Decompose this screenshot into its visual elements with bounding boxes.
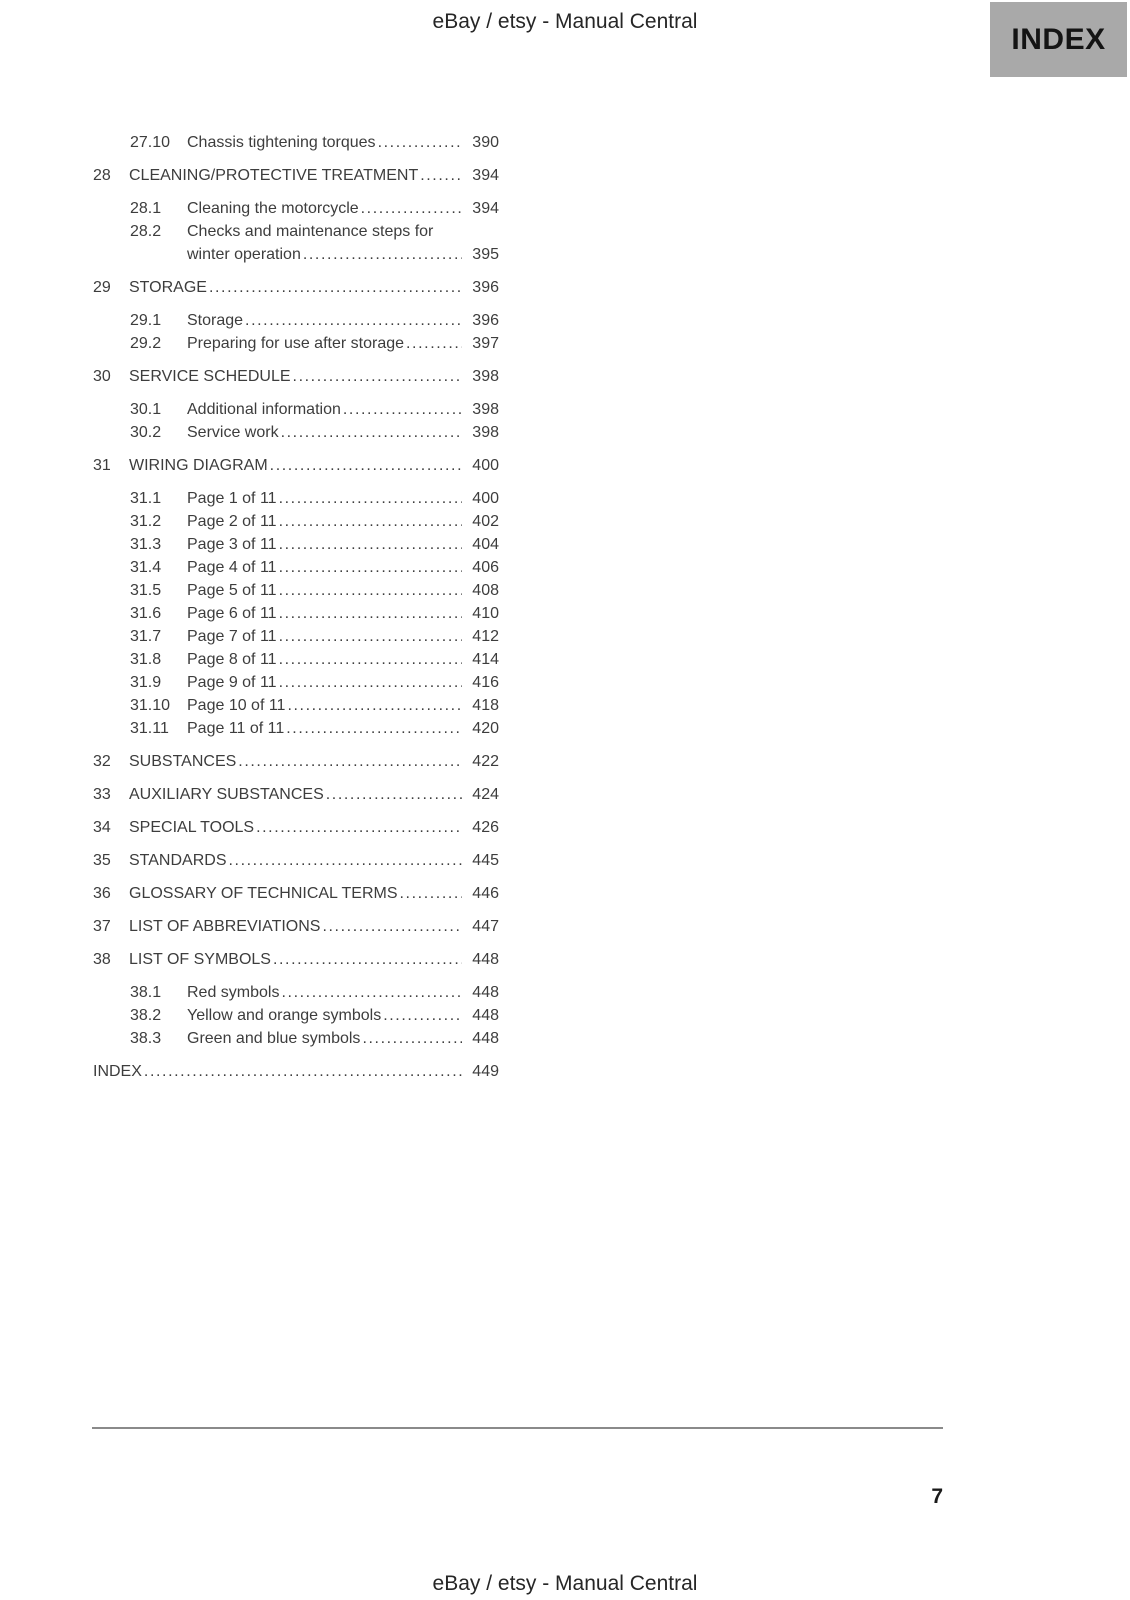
toc-row[interactable] bbox=[93, 421, 499, 444]
toc-entry-number: 29.1 bbox=[130, 312, 162, 329]
toc-entry-page: 448 bbox=[472, 984, 499, 1001]
toc-dot-leader bbox=[273, 948, 462, 971]
toc-entry-page: 414 bbox=[472, 651, 499, 668]
toc-entry-page: 448 bbox=[472, 1007, 499, 1024]
toc-row[interactable] bbox=[93, 750, 499, 773]
toc-entry-title: LIST OF SYMBOLS bbox=[129, 951, 271, 968]
toc-entry-title: Chassis tightening torques bbox=[187, 134, 376, 151]
toc-entry-title: winter operation bbox=[187, 246, 301, 263]
toc-dot-leader bbox=[362, 1027, 462, 1050]
toc-entry-number: 32 bbox=[93, 753, 111, 770]
toc-entry-number: 30 bbox=[93, 368, 111, 385]
toc-entry-title: INDEX bbox=[93, 1063, 142, 1080]
toc-entry-text bbox=[187, 648, 467, 671]
toc-entry-page: 422 bbox=[472, 753, 499, 770]
toc-entry-page: 400 bbox=[472, 457, 499, 474]
toc-entry-title: Page 6 of 11 bbox=[187, 605, 277, 622]
toc-entry-number: 31.10 bbox=[130, 697, 171, 714]
toc-entry-title: Service work bbox=[187, 424, 279, 441]
toc-entry-number: 31.9 bbox=[130, 674, 162, 691]
toc-dot-leader bbox=[238, 750, 462, 773]
toc-entry-text bbox=[187, 671, 467, 694]
toc-entry-text bbox=[93, 1060, 467, 1083]
toc-entry-page: 448 bbox=[472, 951, 499, 968]
toc-entry-page: 446 bbox=[472, 885, 499, 902]
toc-entry-text bbox=[129, 849, 467, 872]
toc-entry-text bbox=[129, 816, 467, 839]
toc-entry-number: 31.4 bbox=[130, 559, 162, 576]
toc-entry-text bbox=[129, 454, 467, 477]
toc-entry-page: 445 bbox=[472, 852, 499, 869]
toc-entry-text bbox=[187, 579, 467, 602]
toc-entry-number: 38.3 bbox=[130, 1030, 162, 1047]
toc-entry-title: Page 3 of 11 bbox=[187, 536, 277, 553]
toc-row[interactable] bbox=[93, 816, 499, 839]
toc-dot-leader bbox=[229, 849, 463, 872]
toc-entry-title: Page 11 of 11 bbox=[187, 720, 285, 737]
toc-entry-number: 35 bbox=[93, 852, 111, 869]
toc-row[interactable] bbox=[93, 981, 499, 1004]
toc-entry-page: 418 bbox=[472, 697, 499, 714]
toc-entry-text bbox=[187, 398, 467, 421]
toc-entry-title: WIRING DIAGRAM bbox=[129, 457, 268, 474]
toc-dot-leader bbox=[279, 533, 462, 556]
toc-dot-leader bbox=[279, 487, 462, 510]
toc-dot-leader bbox=[406, 332, 462, 355]
toc-entry-page: 447 bbox=[472, 918, 499, 935]
toc-entry-number: 30.2 bbox=[130, 424, 162, 441]
toc-entry-text bbox=[129, 915, 467, 938]
toc-entry-title: Page 7 of 11 bbox=[187, 628, 277, 645]
toc-entry-text bbox=[129, 948, 467, 971]
toc-row[interactable] bbox=[93, 1027, 499, 1050]
toc-entry-number: 31.11 bbox=[130, 720, 169, 737]
toc-entry-page: 398 bbox=[472, 368, 499, 385]
toc-dot-leader bbox=[293, 365, 462, 388]
toc-entry-title: Red symbols bbox=[187, 984, 280, 1001]
toc-dot-leader bbox=[279, 510, 462, 533]
toc-entry-title: Storage bbox=[187, 312, 244, 329]
toc-entry-title: SERVICE SCHEDULE bbox=[129, 368, 291, 385]
toc-entry-text bbox=[187, 717, 467, 740]
toc-row[interactable] bbox=[93, 948, 499, 971]
toc-entry-number: 31.1 bbox=[130, 490, 162, 507]
toc-entry-number: 31.8 bbox=[130, 651, 162, 668]
toc-row[interactable] bbox=[93, 454, 499, 477]
toc-row[interactable] bbox=[93, 220, 499, 243]
toc-entry-number: 31.3 bbox=[130, 536, 162, 553]
toc-entry-text bbox=[187, 332, 467, 355]
toc-entry-number: 31.7 bbox=[130, 628, 162, 645]
toc-row[interactable] bbox=[93, 243, 499, 266]
toc-entry-number: 34 bbox=[93, 819, 111, 836]
toc-entry-title: Page 2 of 11 bbox=[187, 513, 277, 530]
index-tab-label: INDEX bbox=[1011, 22, 1106, 56]
toc-dot-leader bbox=[279, 671, 462, 694]
page-footer-title: eBay / etsy - Manual Central bbox=[432, 1572, 698, 1595]
toc-entry-text bbox=[187, 220, 467, 243]
toc-entry-title: STANDARDS bbox=[129, 852, 227, 869]
toc-entry-page: 400 bbox=[472, 490, 499, 507]
toc-row[interactable] bbox=[93, 533, 499, 556]
toc-row[interactable] bbox=[93, 1060, 499, 1083]
toc-row[interactable] bbox=[93, 671, 499, 694]
toc-row[interactable] bbox=[93, 365, 499, 388]
toc-entry-title: SPECIAL TOOLS bbox=[129, 819, 255, 836]
toc-row[interactable] bbox=[93, 915, 499, 938]
toc-dot-leader bbox=[400, 882, 462, 905]
toc-entry-number: 33 bbox=[93, 786, 111, 803]
toc-row[interactable] bbox=[93, 164, 499, 187]
toc-entry-page: 449 bbox=[472, 1063, 499, 1080]
toc-entry-title: Preparing for use after storage bbox=[187, 335, 405, 352]
toc-entry-number: 28.2 bbox=[130, 223, 162, 240]
toc-entry-title: Cleaning the motorcycle bbox=[187, 200, 359, 217]
toc-row[interactable] bbox=[93, 648, 499, 671]
toc-dot-leader bbox=[286, 717, 462, 740]
toc-row[interactable] bbox=[93, 131, 499, 154]
page-header-title: eBay / etsy - Manual Central bbox=[432, 10, 698, 33]
toc-dot-leader bbox=[245, 309, 462, 332]
toc-row[interactable] bbox=[93, 602, 499, 625]
toc-row[interactable] bbox=[93, 276, 499, 299]
toc-row[interactable] bbox=[93, 783, 499, 806]
toc-entry-text bbox=[129, 365, 467, 388]
toc-entry-page: 426 bbox=[472, 819, 499, 836]
toc-dot-leader bbox=[378, 131, 462, 154]
toc-entry-title: STORAGE bbox=[129, 279, 207, 296]
toc-entry-page: 410 bbox=[472, 605, 499, 622]
toc-entry-text bbox=[187, 625, 467, 648]
toc-entry-number: 31.6 bbox=[130, 605, 162, 622]
toc-row[interactable] bbox=[93, 579, 499, 602]
toc-entry-number: 30.1 bbox=[130, 401, 162, 418]
index-tab[interactable] bbox=[990, 2, 1127, 77]
toc-entry-number: 36 bbox=[93, 885, 111, 902]
toc-entry-number: 38 bbox=[93, 951, 111, 968]
toc-entry-title: Green and blue symbols bbox=[187, 1030, 361, 1047]
toc-entry-page: 396 bbox=[472, 312, 499, 329]
toc-entry-title: Page 4 of 11 bbox=[187, 559, 277, 576]
toc-dot-leader bbox=[279, 579, 462, 602]
toc-dot-leader bbox=[326, 783, 462, 806]
toc-dot-leader bbox=[209, 276, 462, 299]
toc-row[interactable] bbox=[93, 849, 499, 872]
toc-entry-page: 424 bbox=[472, 786, 499, 803]
toc-dot-leader bbox=[343, 398, 462, 421]
toc-row[interactable] bbox=[93, 510, 499, 533]
toc-entry-page: 448 bbox=[472, 1030, 499, 1047]
page-number: 7 bbox=[931, 1485, 943, 1508]
toc-dot-leader bbox=[322, 915, 462, 938]
toc-entry-title: AUXILIARY SUBSTANCES bbox=[129, 786, 324, 803]
toc-entry-title: Page 5 of 11 bbox=[187, 582, 277, 599]
bottom-rule bbox=[92, 1427, 943, 1429]
toc-entry-page: 397 bbox=[472, 335, 499, 352]
toc-dot-leader bbox=[281, 421, 462, 444]
toc-entry-number: 38.2 bbox=[130, 1007, 162, 1024]
toc-dot-leader bbox=[270, 454, 462, 477]
toc-entry-number: 27.10 bbox=[130, 134, 171, 151]
toc-row[interactable] bbox=[93, 556, 499, 579]
toc-row[interactable] bbox=[93, 487, 499, 510]
toc-list bbox=[93, 131, 499, 1083]
toc-entry-title: Checks and maintenance steps for bbox=[187, 223, 434, 240]
toc-row[interactable] bbox=[93, 694, 499, 717]
toc-entry-text bbox=[187, 981, 467, 1004]
toc-entry-page: 398 bbox=[472, 424, 499, 441]
toc-entry-page: 412 bbox=[472, 628, 499, 645]
toc-entry-text bbox=[187, 487, 467, 510]
toc-dot-leader bbox=[361, 197, 462, 220]
toc-entry-number: 29 bbox=[93, 279, 111, 296]
toc-entry-text bbox=[187, 421, 467, 444]
toc-entry-text bbox=[187, 1004, 467, 1027]
toc-entry-page: 396 bbox=[472, 279, 499, 296]
toc-entry-page: 398 bbox=[472, 401, 499, 418]
toc-entry-page: 404 bbox=[472, 536, 499, 553]
toc-entry-number: 31.2 bbox=[130, 513, 162, 530]
toc-entry-page: 394 bbox=[472, 167, 499, 184]
toc-entry-title: LIST OF ABBREVIATIONS bbox=[129, 918, 321, 935]
toc-dot-leader bbox=[144, 1060, 462, 1083]
toc-entry-title: Additional information bbox=[187, 401, 341, 418]
toc-entry-page: 406 bbox=[472, 559, 499, 576]
toc-dot-leader bbox=[281, 981, 462, 1004]
toc-dot-leader bbox=[420, 164, 462, 187]
toc-entry-text bbox=[187, 243, 467, 266]
toc-row[interactable] bbox=[93, 882, 499, 905]
toc-entry-number: 37 bbox=[93, 918, 111, 935]
toc-entry-text bbox=[187, 556, 467, 579]
toc-entry-text bbox=[187, 131, 467, 154]
toc-dot-leader bbox=[279, 556, 462, 579]
toc-entry-title: SUBSTANCES bbox=[129, 753, 237, 770]
toc-row[interactable] bbox=[93, 197, 499, 220]
toc-entry-page: 408 bbox=[472, 582, 499, 599]
toc-dot-leader bbox=[279, 602, 462, 625]
toc-dot-leader bbox=[303, 243, 462, 266]
toc-dot-leader bbox=[279, 648, 462, 671]
toc-entry-text bbox=[129, 164, 467, 187]
toc-dot-leader bbox=[279, 625, 462, 648]
toc-entry-text bbox=[187, 533, 467, 556]
toc-row[interactable] bbox=[93, 717, 499, 740]
toc-entry-title: Page 9 of 11 bbox=[187, 674, 277, 691]
toc-entry-page: 420 bbox=[472, 720, 499, 737]
toc-entry-number: 28.1 bbox=[130, 200, 162, 217]
toc-entry-text bbox=[187, 1027, 467, 1050]
toc-entry-page: 416 bbox=[472, 674, 499, 691]
toc-entry-title: CLEANING/PROTECTIVE TREATMENT bbox=[129, 167, 419, 184]
toc-entry-page: 390 bbox=[472, 134, 499, 151]
toc-entry-page: 395 bbox=[472, 246, 499, 263]
toc-entry-title: Page 8 of 11 bbox=[187, 651, 277, 668]
toc-entry-number: 38.1 bbox=[130, 984, 162, 1001]
toc-entry-text bbox=[129, 882, 467, 905]
toc-entry-page: 394 bbox=[472, 200, 499, 217]
toc-entry-text bbox=[129, 276, 467, 299]
toc-entry-text bbox=[187, 694, 467, 717]
toc-entry-number: 31 bbox=[93, 457, 111, 474]
toc-row[interactable] bbox=[93, 1004, 499, 1027]
toc-entry-text bbox=[187, 309, 467, 332]
toc-entry-title: Yellow and orange symbols bbox=[187, 1007, 382, 1024]
toc-entry-text bbox=[187, 602, 467, 625]
toc-entry-number: 28 bbox=[93, 167, 111, 184]
toc-entry-title: GLOSSARY OF TECHNICAL TERMS bbox=[129, 885, 398, 902]
toc-dot-leader bbox=[383, 1004, 462, 1027]
toc-entry-title: Page 10 of 11 bbox=[187, 697, 286, 714]
toc-entry-number: 29.2 bbox=[130, 335, 162, 352]
toc-row[interactable] bbox=[93, 625, 499, 648]
toc-entry-text bbox=[187, 510, 467, 533]
toc-entry-number: 31.5 bbox=[130, 582, 162, 599]
toc-entry-text bbox=[129, 783, 467, 806]
toc-entry-page: 402 bbox=[472, 513, 499, 530]
toc-entry-title: Page 1 of 11 bbox=[187, 490, 277, 507]
toc-entry-text bbox=[187, 197, 467, 220]
toc-row[interactable] bbox=[93, 309, 499, 332]
toc-row[interactable] bbox=[93, 398, 499, 421]
toc-entry-text bbox=[129, 750, 467, 773]
toc-row[interactable] bbox=[93, 332, 499, 355]
toc-dot-leader bbox=[287, 694, 462, 717]
toc-dot-leader bbox=[256, 816, 462, 839]
